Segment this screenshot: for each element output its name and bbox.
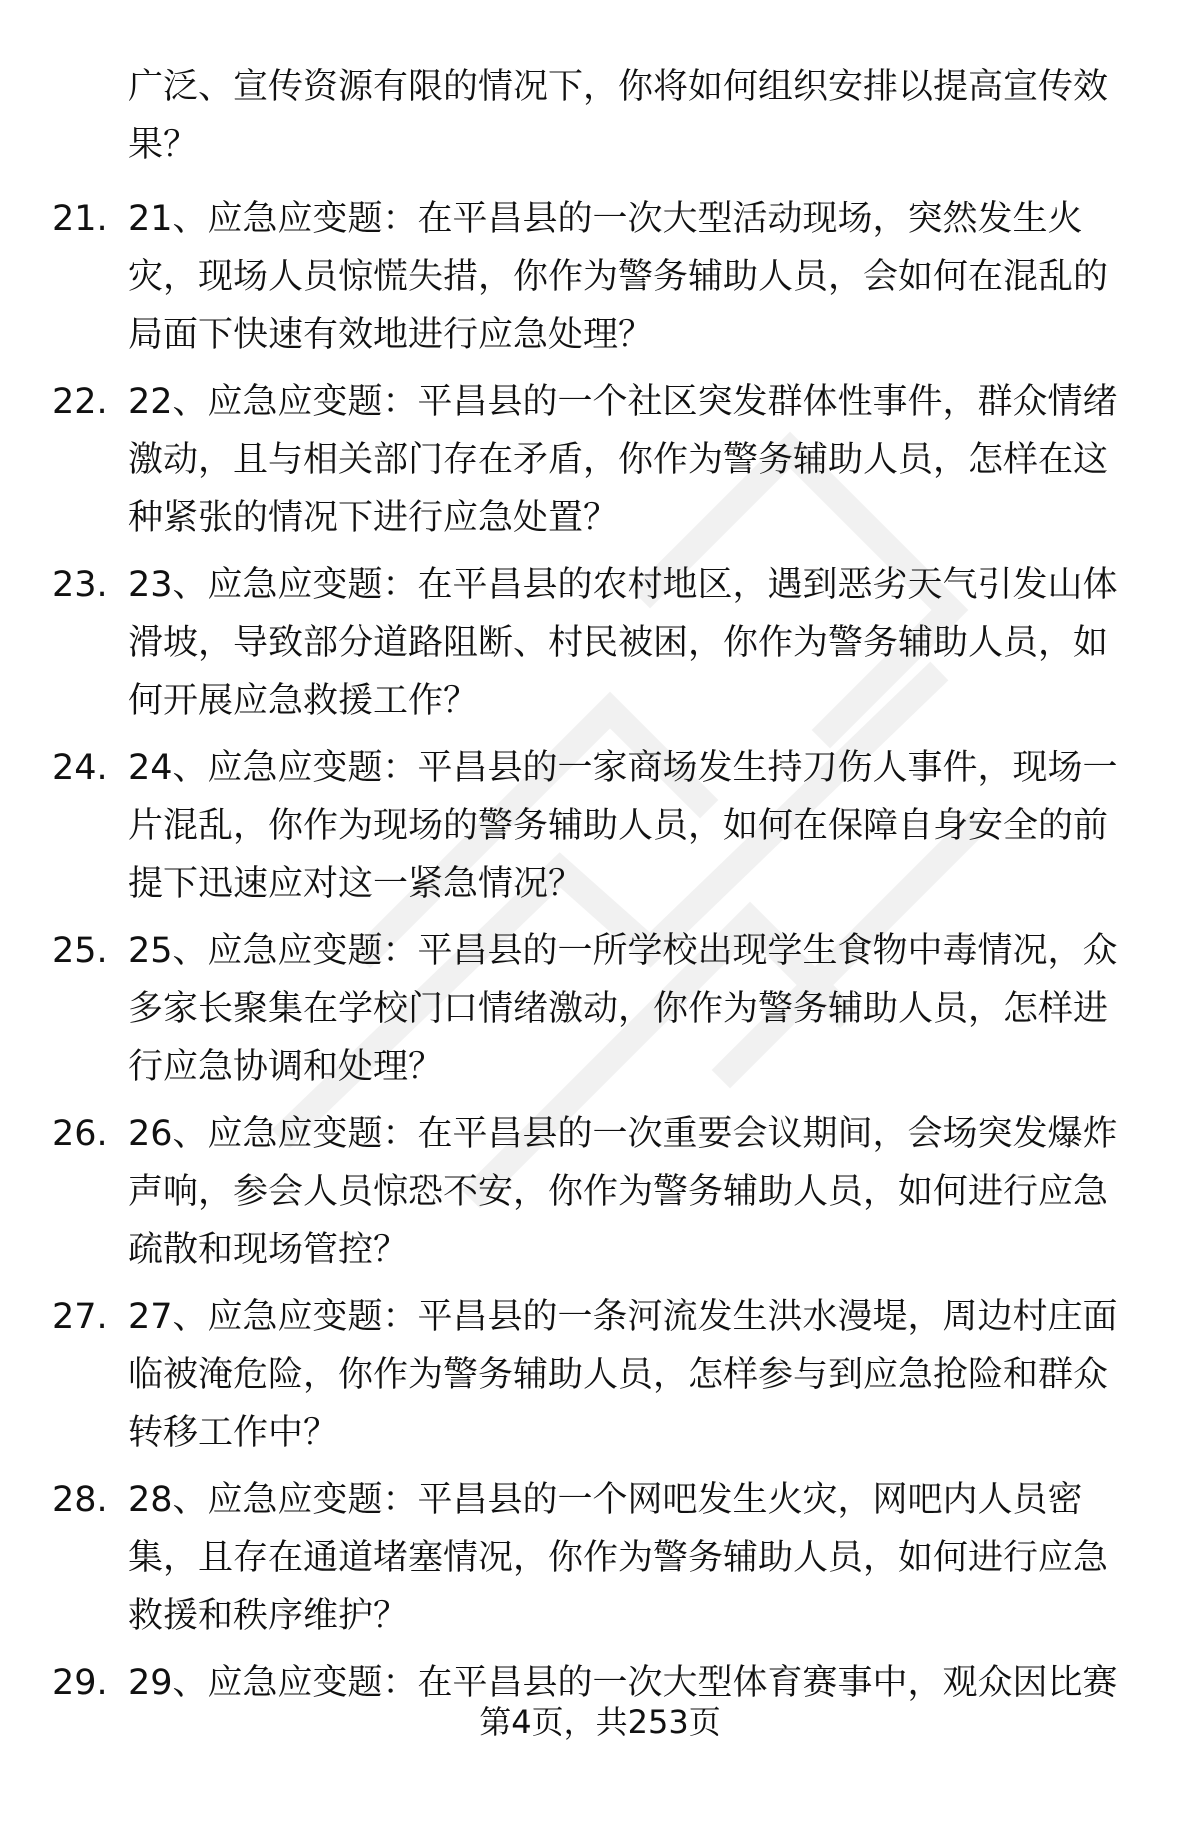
list-item	[0, 739, 1200, 907]
list-item-text: 25、应急应变题：平昌县的一所学校出现学生食物中毒情况，众多家长聚集在学校门口情绪激动，你作为警务辅助人员，怎样进行应急协调和处理？	[128, 931, 1118, 1087]
list-item-text: 24、应急应变题：平昌县的一家商场发生持刀伤人事件，现场一片混乱，你作为现场的警务辅助人员，如何在保障自身安全的前提下迅速应对这一紧急情况？	[128, 748, 1118, 904]
list-item-number: 24.	[52, 748, 108, 788]
list-item	[0, 190, 1200, 358]
list-item	[0, 556, 1200, 724]
list-item-number: 22.	[52, 382, 108, 422]
list-item-text: 23、应急应变题：在平昌县的农村地区，遇到恶劣天气引发山体滑坡，导致部分道路阻断、村民被困，你作为警务辅助人员，如何开展应急救援工作？	[128, 565, 1118, 721]
list-item	[0, 1105, 1200, 1273]
list-item-text: 21、应急应变题：在平昌县的一次大型活动现场，突然发生火灾，现场人员惊慌失措，你作为警务辅助人员，会如何在混乱的局面下快速有效地进行应急处理？	[128, 199, 1109, 355]
list-item	[0, 373, 1200, 541]
list-item	[0, 1471, 1200, 1639]
list-item-text: 22、应急应变题：平昌县的一个社区突发群体性事件，群众情绪激动，且与相关部门存在矛盾，你作为警务辅助人员，怎样在这种紧张的情况下进行应急处置？	[128, 382, 1118, 538]
list-item	[0, 1288, 1200, 1456]
list-item-number: 25.	[52, 931, 108, 971]
list-item-text: 29、应急应变题：在平昌县的一次大型体育赛事中，观众因比赛	[128, 1663, 1118, 1703]
list-item-number: 29.	[52, 1663, 108, 1703]
list-item-number: 23.	[52, 565, 108, 605]
list-item-text: 26、应急应变题：在平昌县的一次重要会议期间，会场突发爆炸声响，参会人员惊恐不安，你作为警务辅助人员，如何进行应急疏散和现场管控？	[128, 1114, 1118, 1270]
question-list	[0, 190, 1200, 1837]
list-item-text: 27、应急应变题：平昌县的一条河流发生洪水漫堤，周边村庄面临被淹危险，你作为警务辅助人员，怎样参与到应急抢险和群众转移工作中？	[128, 1297, 1118, 1453]
list-item-text: 28、应急应变题：平昌县的一个网吧发生火灾，网吧内人员密集，且存在通道堵塞情况，你作为警务辅助人员，如何进行应急救援和秩序维护？	[128, 1480, 1109, 1636]
page-footer: 第4页，共253页	[479, 1703, 721, 1741]
list-item-number: 27.	[52, 1297, 108, 1337]
list-item-number: 28.	[52, 1480, 108, 1520]
list-item-number: 21.	[52, 199, 108, 239]
list-item-number: 26.	[52, 1114, 108, 1154]
intro-paragraph: 广泛、宣传资源有限的情况下，你将如何组织安排以提高宣传效果？	[128, 67, 1109, 165]
list-item	[0, 922, 1200, 1090]
